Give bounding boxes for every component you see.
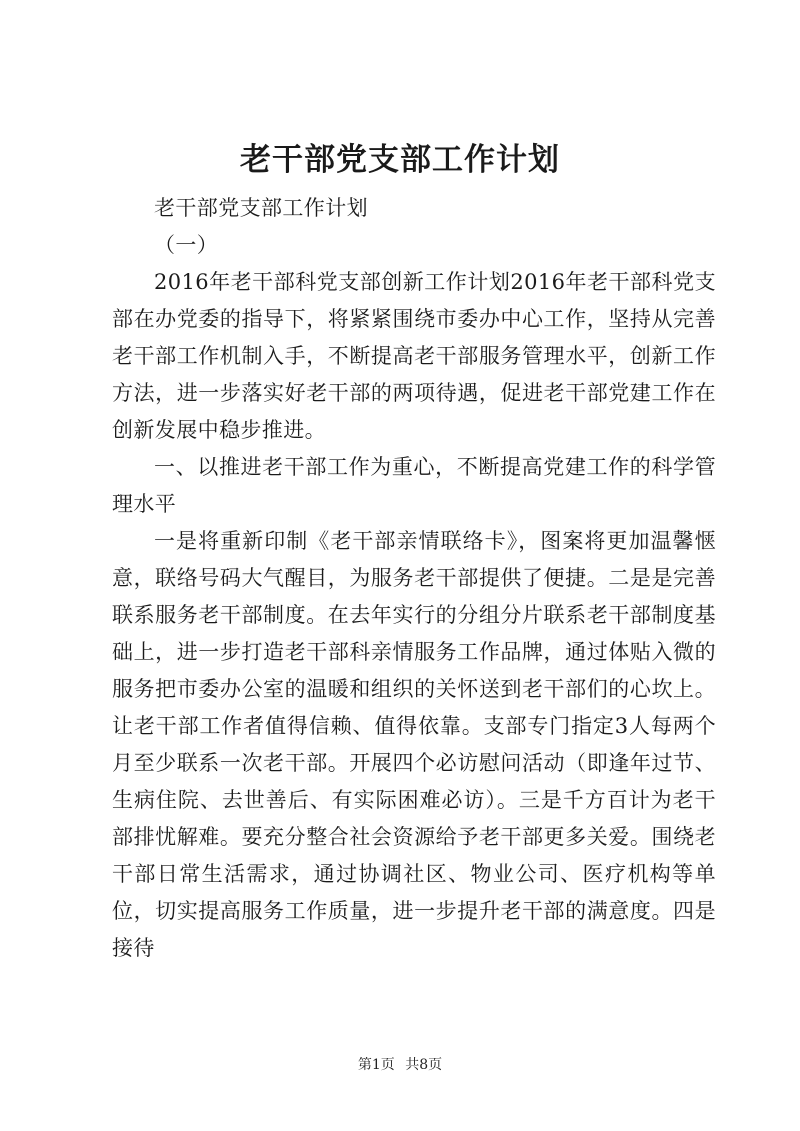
- subtitle-paragraph: 老干部党支部工作计划: [154, 196, 368, 220]
- page-footer: [0, 1055, 800, 1075]
- document-body: [112, 190, 716, 967]
- page-number: 第1页: [357, 1057, 395, 1073]
- document-title: 老干部党支部工作计划: [240, 142, 560, 178]
- intro-paragraph: 2016年老干部科党支部创新工作计划2016年老干部科党支部在办党委的指导下，将紧紧围绕市委办中心工作，坚持从完善老干部工作机制入手，不断提高老干部服务管理水平，创新工作方法，进一步落实好老干部的两项待遇，促进老干部党建工作在创新发展中稳步推进。: [112, 270, 716, 442]
- section-heading-paragraph: 一、以推进老干部工作为重心，不断提高党建工作的科学管理水平: [112, 455, 716, 516]
- page-total: 共8页: [405, 1057, 443, 1073]
- section-number-paragraph: （一）: [154, 233, 219, 257]
- content-paragraph: 一是将重新印制《老干部亲情联络卡》，图案将更加温馨惬意，联络号码大气醒目，为服务老干部提供了便捷。二是是完善联系服务老干部制度。在去年实行的分组分片联系老干部制度基础上，进一步打造老干部科亲情服务工作品牌，通过体贴入微的服务把市委办公室的温暖和组织的关怀送到老干部们的心坎上。让老干部工作者值得信赖、值得依靠。支部专门指定3人每两个月至少联系一次老干部。开展四个必访慰问活动（即逢年过节、生病住院、去世善后、有实际困难必访）。三是千方百计为老干部排忧解难。要充分整合社会资源给予老干部更多关爱。围绕老干部日常生活需求，通过协调社区、物业公司、医疗机构等单位，切实提高服务工作质量，进一步提升老干部的满意度。四是接待: [112, 529, 716, 960]
